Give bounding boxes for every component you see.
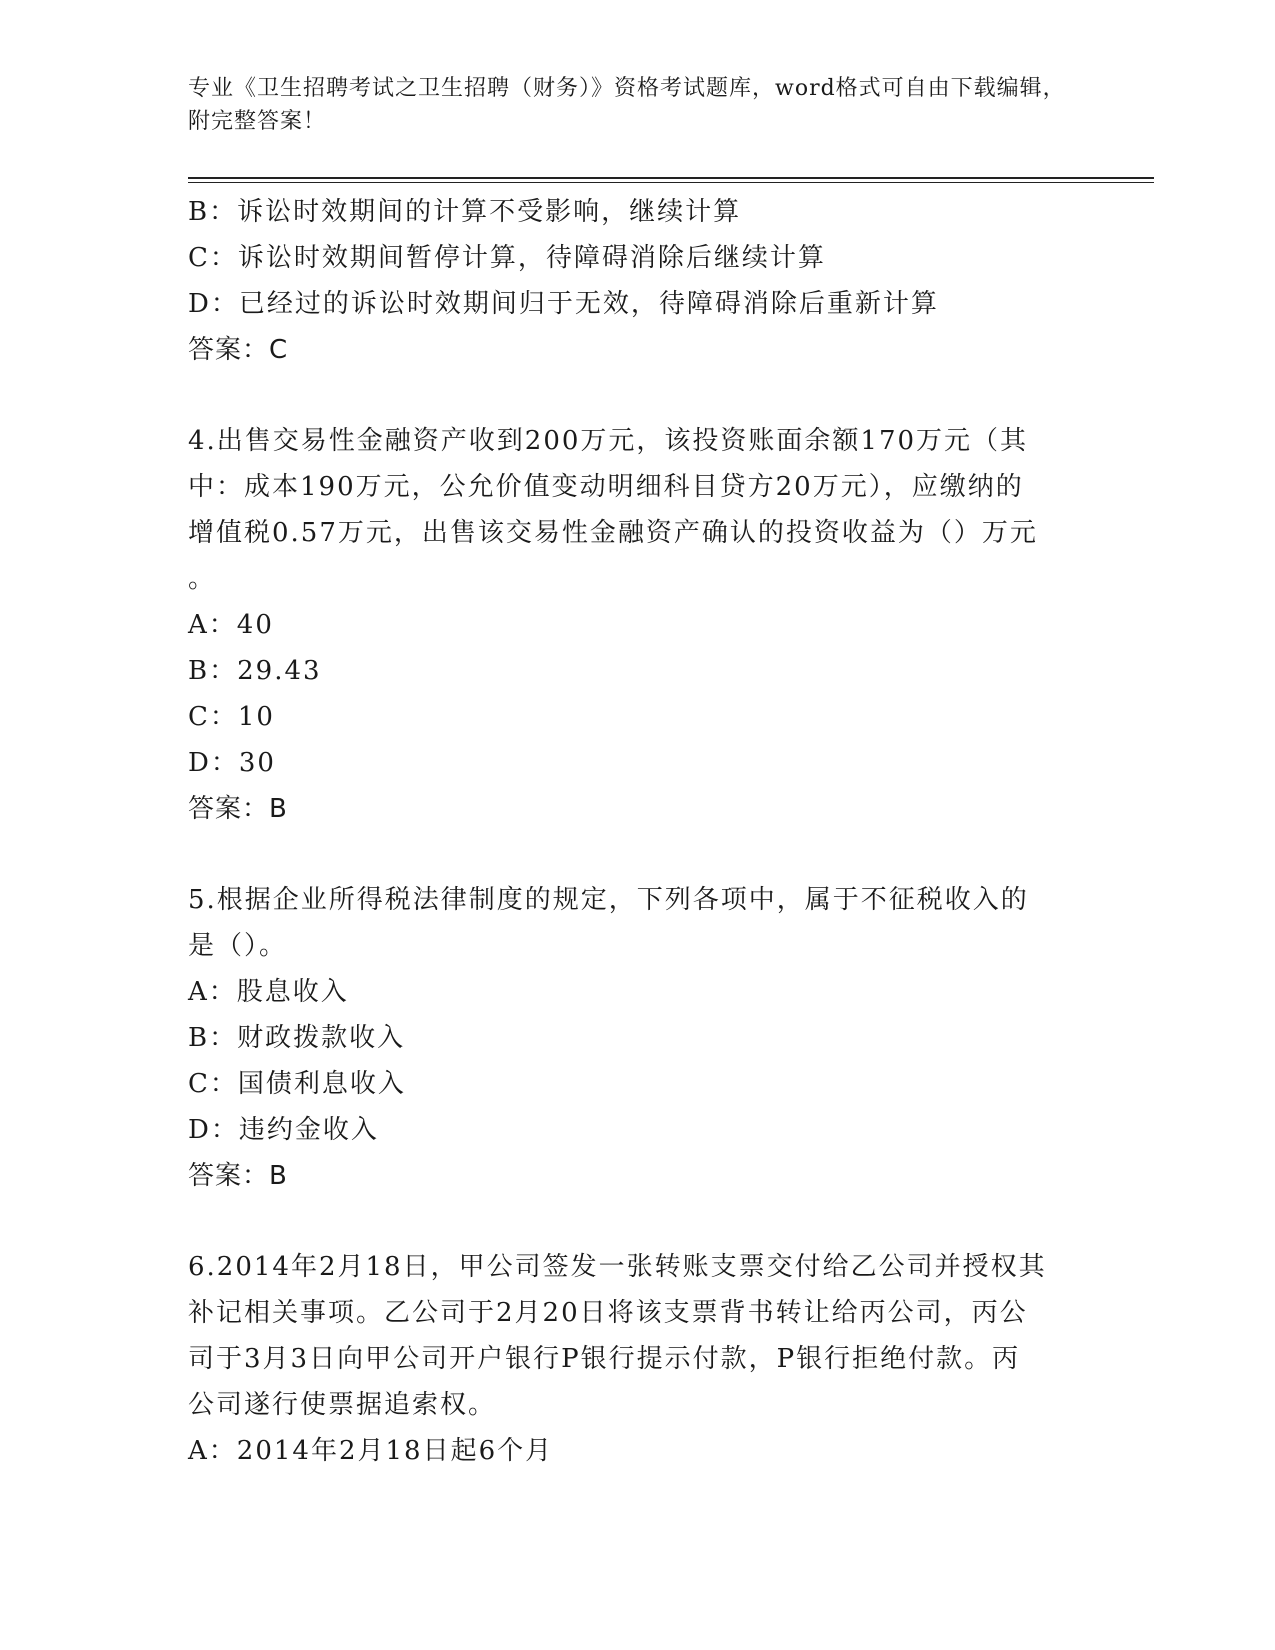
q4-answer: 答案：B xyxy=(188,794,288,824)
q5-stem-line: 5.根据企业所得税法律制度的规定，下列各项中，属于不征税收入的 xyxy=(188,885,1029,915)
q3-answer: 答案：C xyxy=(188,335,289,365)
q5-option-d: D：违约金收入 xyxy=(188,1115,379,1145)
question-4 xyxy=(188,418,1088,832)
q6-stem-line: 6.2014年2月18日，甲公司签发一张转账支票交付给乙公司并授权其 xyxy=(188,1252,1047,1282)
q6-stem-line: 司于3月3日向甲公司开户银行P银行提示付款，P银行拒绝付款。丙 xyxy=(188,1344,1021,1374)
question-6 xyxy=(188,1244,1088,1474)
q4-stem-line: 。 xyxy=(188,564,217,594)
q4-stem-line: 增值税0.57万元，出售该交易性金融资产确认的投资收益为（）万元 xyxy=(188,518,1038,548)
question-3 xyxy=(188,189,1088,373)
q4-option-d: D：30 xyxy=(188,748,276,778)
q6-stem-line: 补记相关事项。乙公司于2月20日将该支票背书转让给丙公司，丙公 xyxy=(188,1298,1028,1328)
q6-stem-line: 公司遂行使票据追索权。 xyxy=(188,1390,497,1420)
q4-option-b: B：29.43 xyxy=(188,656,322,686)
q5-option-a: A：股息收入 xyxy=(188,977,349,1007)
q6-option-a: A：2014年2月18日起6个月 xyxy=(188,1436,554,1466)
q4-stem-line: 4.出售交易性金融资产收到200万元，该投资账面余额170万元（其 xyxy=(188,426,1029,456)
q4-option-a: A：40 xyxy=(188,610,274,640)
q5-answer: 答案：B xyxy=(188,1161,288,1191)
q5-option-b: B：财政拨款收入 xyxy=(188,1023,406,1053)
header-rule-thick xyxy=(188,177,1154,179)
document-header: 专业《卫生招聘考试之卫生招聘（财务）》资格考试题库，word格式可自由下载编辑，附完整答案！ xyxy=(188,76,1066,134)
q3-option-d: D：已经过的诉讼时效期间归于无效，待障碍消除后重新计算 xyxy=(188,289,939,319)
q3-option-c: C：诉讼时效期间暂停计算，待障碍消除后继续计算 xyxy=(188,243,826,273)
q4-stem-line: 中：成本190万元，公允价值变动明细科目贷方20万元），应缴纳的 xyxy=(188,472,1024,502)
document-body xyxy=(188,189,1088,1474)
header-rule-thin xyxy=(188,182,1154,183)
q5-option-c: C：国债利息收入 xyxy=(188,1069,406,1099)
q4-option-c: C：10 xyxy=(188,702,275,732)
q5-stem-line: 是（）。 xyxy=(188,931,288,961)
q3-option-b: B：诉讼时效期间的计算不受影响，继续计算 xyxy=(188,197,742,227)
question-5 xyxy=(188,877,1088,1199)
